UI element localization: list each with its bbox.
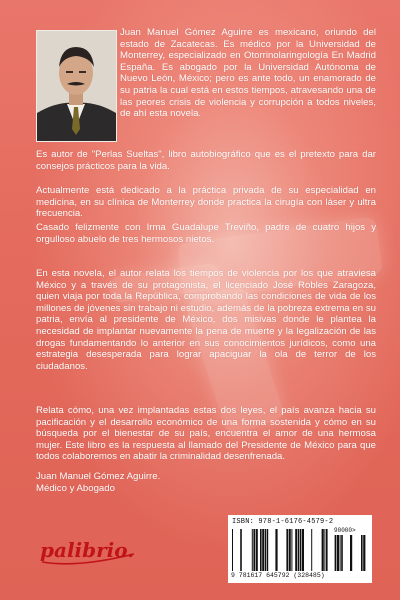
publisher-logo (38, 530, 148, 570)
author-family-paragraph: Casado felizmente con Irma Guadalupe Treviño, padre de cuatro hijos y orgulloso abuelo de tres hermosos nietos. (36, 222, 376, 245)
barcode-bar (289, 529, 291, 571)
barcode-bar (291, 529, 292, 571)
barcode-bar (298, 529, 299, 571)
barcode-addon-number: 90000> (334, 527, 356, 534)
barcode-bar (262, 529, 264, 571)
barcode-bar (286, 529, 288, 571)
barcode-bar (324, 529, 325, 571)
author-bio-paragraph: Juan Manuel Gómez Aguirre es mexicano, oriundo del estado de Zacatecas. Es médico por la Universidad de Monterrey, especializado en Otorrinolaringología En Madrid España. Es abogado por la Universidad Autónoma de Nuevo León, México; pero es ante todo, un enamorado de su patria la cual está en estos tiempos, atravesando una de las peores crisis de violencia y corrupción a todos niveles, de ahí esta novela. (120, 27, 376, 120)
barcode-bar (337, 535, 339, 571)
signature-name: Juan Manuel Gómez Aguirre. (36, 471, 161, 482)
barcode-addon (333, 535, 367, 571)
barcode-bar (295, 529, 297, 571)
barcode-bar (252, 529, 253, 571)
barcode-bar (240, 529, 242, 571)
barcode-bar (311, 529, 312, 571)
barcode-bar (326, 529, 328, 571)
barcode-bar (275, 529, 277, 571)
barcode-bar (267, 529, 269, 571)
publisher-name: palibrio. (40, 538, 135, 562)
barcode-bar (265, 529, 266, 571)
barcode-bar (335, 535, 337, 571)
isbn-barcode-block (228, 515, 372, 583)
barcode (232, 529, 330, 571)
barcode-bar (256, 529, 258, 571)
barcode-bar (302, 529, 304, 571)
author-works-paragraph: Es autor de "Perlas Sueltas", libro autobiográfico que es el pretexto para dar consejos prácticos para la vida. (36, 149, 376, 172)
signature-title: Médico y Abogado (36, 482, 115, 494)
barcode-digits: 9 781617 645792 (328485) (231, 572, 325, 579)
author-practice-paragraph: Actualmente está dedicado a la práctica privada de su especialidad en medicina, en su clínica de Monterrey donde practica la cirugía con láser y ultra frecuencia. (36, 185, 376, 220)
isbn-number: ISBN: 978-1-6176-4579-2 (232, 518, 334, 526)
author-photo (36, 30, 117, 142)
barcode-bar (350, 535, 352, 571)
author-signature (36, 471, 236, 494)
barcode-bar (341, 535, 343, 571)
barcode-bar (253, 529, 255, 571)
barcode-bar (340, 535, 341, 571)
barcode-bar (361, 535, 363, 571)
barcode-bar (363, 535, 365, 571)
barcode-bar (260, 529, 262, 571)
synopsis-paragraph: En esta novela, el autor relata los tiempos de violencia por los que atraviesa México y a través de su protagonista, el licenciado José Robles Zaragoza, quien viaja por toda la República, comprobando las condiciones de vida de los millones de jóvenes sin trabajo ni estudio, además de la pobreza extrema en su patria, envía al presidente de México, dos misivas donde le plantea la necesidad de implantar nuevamente la pena de muerte y la legalización de las drogas fundamentando lo anterior en sus conocimientos jurídicos, como una estrategia desesperada para lograr apaciguar la ola de terror de los ciudadanos. (36, 268, 376, 372)
barcode-bar (300, 529, 302, 571)
barcode-bar (322, 529, 324, 571)
synopsis-continued-paragraph: Relata cómo, una vez implantadas estas dos leyes, el país avanza hacia su pacificación y el desarrollo económico de una forma sostenida y cómo en su búsqueda por el bienestar de su país, encuentra el amor de una hermosa mujer. Este libro es la respuesta al llamado del Presidente de México para que todos colaboremos en abatir la criminalidad desenfrenada. (36, 405, 376, 463)
barcode-bar (232, 529, 233, 571)
